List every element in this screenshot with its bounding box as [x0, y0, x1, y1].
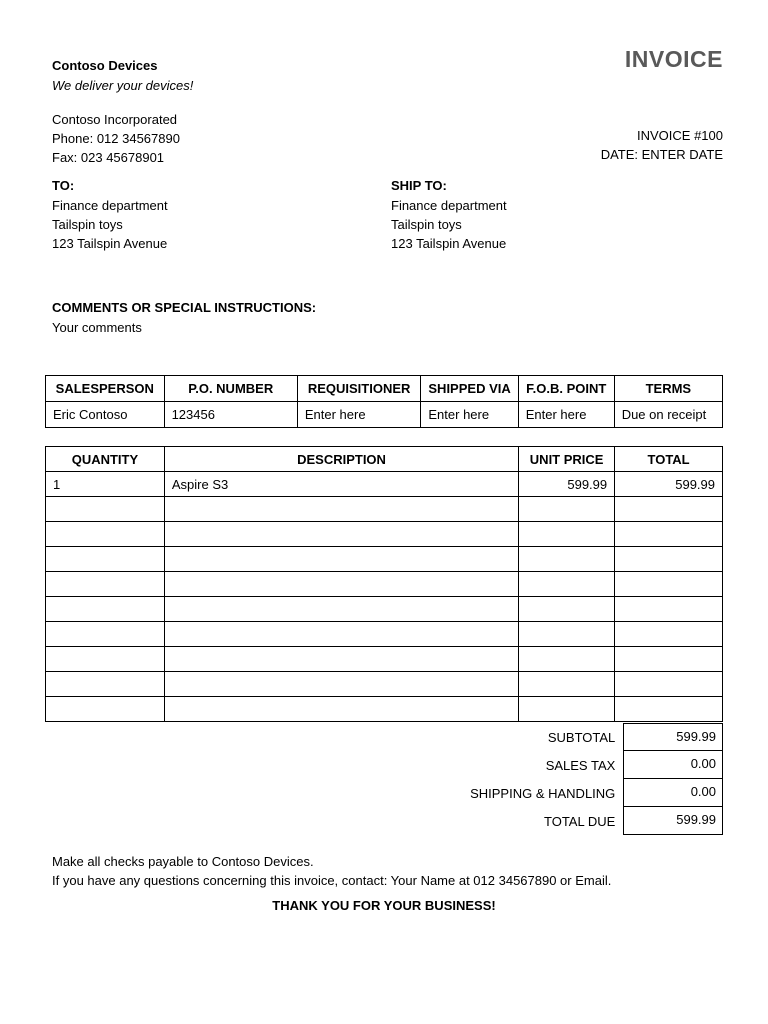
quantity-cell[interactable]	[46, 597, 165, 622]
unit-price-cell[interactable]	[519, 522, 615, 547]
table-row	[46, 672, 723, 697]
description-cell[interactable]	[164, 547, 518, 572]
shipping-label: SHIPPING & HANDLING	[470, 786, 616, 801]
description-cell[interactable]	[164, 597, 518, 622]
unit-price-cell[interactable]	[519, 597, 615, 622]
unit-price-cell[interactable]	[519, 647, 615, 672]
description-cell[interactable]	[164, 622, 518, 647]
quantity-cell[interactable]	[46, 697, 165, 722]
invoice-number: INVOICE #100	[637, 128, 723, 143]
line-total-cell[interactable]	[615, 647, 723, 672]
salesperson-cell[interactable]: Eric Contoso	[46, 402, 165, 428]
column-header-unit-price: UNIT PRICE	[519, 447, 615, 472]
column-header-requisitioner: REQUISITIONER	[297, 376, 421, 402]
table-row	[46, 647, 723, 672]
comments-section	[52, 298, 692, 337]
line-total-cell[interactable]	[615, 697, 723, 722]
company-fax: Fax: 023 45678901	[52, 150, 165, 165]
description-cell[interactable]	[164, 647, 518, 672]
sales-tax-label: SALES TAX	[545, 758, 616, 773]
shipping-value[interactable]: 0.00	[623, 779, 723, 807]
table-row	[46, 622, 723, 647]
column-header-fob-point: F.O.B. POINT	[518, 376, 614, 402]
ship-to-line: Tailspin toys	[391, 217, 462, 232]
table-row	[46, 497, 723, 522]
line-total-cell[interactable]	[615, 547, 723, 572]
order-details-table	[45, 375, 723, 428]
bill-to-label: TO:	[52, 178, 75, 193]
table-row	[46, 547, 723, 572]
quantity-cell[interactable]: 1	[46, 472, 165, 497]
line-total-cell[interactable]	[615, 597, 723, 622]
po-number-cell[interactable]: 123456	[164, 402, 297, 428]
quantity-cell[interactable]	[46, 547, 165, 572]
bill-to-line: Finance department	[52, 198, 168, 213]
description-cell[interactable]	[164, 697, 518, 722]
total-due-value[interactable]: 599.99	[623, 807, 723, 835]
line-items-table	[45, 446, 723, 722]
table-row	[46, 697, 723, 722]
line-total-cell[interactable]	[615, 497, 723, 522]
unit-price-cell[interactable]	[519, 622, 615, 647]
shipping-row	[400, 779, 723, 807]
company-legal-name: Contoso Incorporated	[52, 112, 178, 127]
thank-you-message: THANK YOU FOR YOUR BUSINESS!	[272, 898, 496, 913]
company-contact	[52, 110, 392, 167]
shipped-via-cell[interactable]: Enter here	[421, 402, 518, 428]
company-name: Contoso Devices	[52, 58, 158, 73]
table-header-row	[46, 447, 723, 472]
column-header-po-number: P.O. NUMBER	[164, 376, 297, 402]
ship-to-label: SHIP TO:	[391, 178, 447, 193]
contact-note: If you have any questions concerning this invoice, contact: Your Name at 012 34567890 or Email.	[52, 873, 612, 888]
table-row	[46, 572, 723, 597]
invoice-date: DATE: ENTER DATE	[600, 147, 723, 162]
bill-to-line: Tailspin toys	[52, 217, 123, 232]
column-header-salesperson: SALESPERSON	[46, 376, 165, 402]
line-total-cell[interactable]	[615, 622, 723, 647]
comments-field[interactable]: Your comments	[52, 320, 142, 335]
column-header-quantity: QUANTITY	[46, 447, 165, 472]
line-total-cell[interactable]	[615, 572, 723, 597]
column-header-shipped-via: SHIPPED VIA	[421, 376, 518, 402]
description-cell[interactable]: Aspire S3	[164, 472, 518, 497]
subtotal-row	[400, 723, 723, 751]
table-row	[46, 522, 723, 547]
quantity-cell[interactable]	[46, 522, 165, 547]
line-total-cell[interactable]	[615, 672, 723, 697]
unit-price-cell[interactable]: 599.99	[519, 472, 615, 497]
total-due-row	[400, 807, 723, 835]
line-total-cell[interactable]	[615, 522, 723, 547]
invoice-meta	[601, 126, 723, 164]
table-row	[46, 597, 723, 622]
totals-section	[400, 723, 723, 835]
unit-price-cell[interactable]	[519, 697, 615, 722]
requisitioner-cell[interactable]: Enter here	[297, 402, 421, 428]
company-tagline: We deliver your devices!	[52, 78, 194, 93]
ship-to-line: Finance department	[391, 198, 507, 213]
subtotal-label: SUBTOTAL	[547, 730, 616, 745]
unit-price-cell[interactable]	[519, 547, 615, 572]
unit-price-cell[interactable]	[519, 572, 615, 597]
description-cell[interactable]	[164, 522, 518, 547]
footer-notes	[52, 852, 712, 890]
unit-price-cell[interactable]	[519, 672, 615, 697]
terms-cell[interactable]: Due on receipt	[614, 402, 722, 428]
description-cell[interactable]	[164, 572, 518, 597]
table-row	[46, 402, 723, 428]
company-block	[52, 56, 392, 167]
bill-to-address	[52, 176, 372, 253]
description-cell[interactable]	[164, 497, 518, 522]
quantity-cell[interactable]	[46, 622, 165, 647]
unit-price-cell[interactable]	[519, 497, 615, 522]
payment-note: Make all checks payable to Contoso Devices.	[52, 854, 314, 869]
quantity-cell[interactable]	[46, 572, 165, 597]
ship-to-line: 123 Tailspin Avenue	[391, 236, 507, 251]
total-due-label: TOTAL DUE	[544, 814, 616, 829]
description-cell[interactable]	[164, 672, 518, 697]
invoice-title: INVOICE	[624, 46, 723, 72]
line-total-cell[interactable]: 599.99	[615, 472, 723, 497]
table-header-row	[46, 376, 723, 402]
table-row	[46, 472, 723, 497]
quantity-cell[interactable]	[46, 497, 165, 522]
bill-to-line: 123 Tailspin Avenue	[52, 236, 168, 251]
sales-tax-value[interactable]: 0.00	[623, 751, 723, 779]
company-phone: Phone: 012 34567890	[52, 131, 180, 146]
sales-tax-row	[400, 751, 723, 779]
fob-point-cell[interactable]: Enter here	[518, 402, 614, 428]
quantity-cell[interactable]	[46, 647, 165, 672]
column-header-description: DESCRIPTION	[164, 447, 518, 472]
quantity-cell[interactable]	[46, 672, 165, 697]
comments-label: COMMENTS OR SPECIAL INSTRUCTIONS:	[52, 300, 317, 315]
column-header-terms: TERMS	[614, 376, 722, 402]
ship-to-address	[391, 176, 711, 253]
subtotal-value[interactable]: 599.99	[623, 723, 723, 751]
column-header-total: TOTAL	[615, 447, 723, 472]
